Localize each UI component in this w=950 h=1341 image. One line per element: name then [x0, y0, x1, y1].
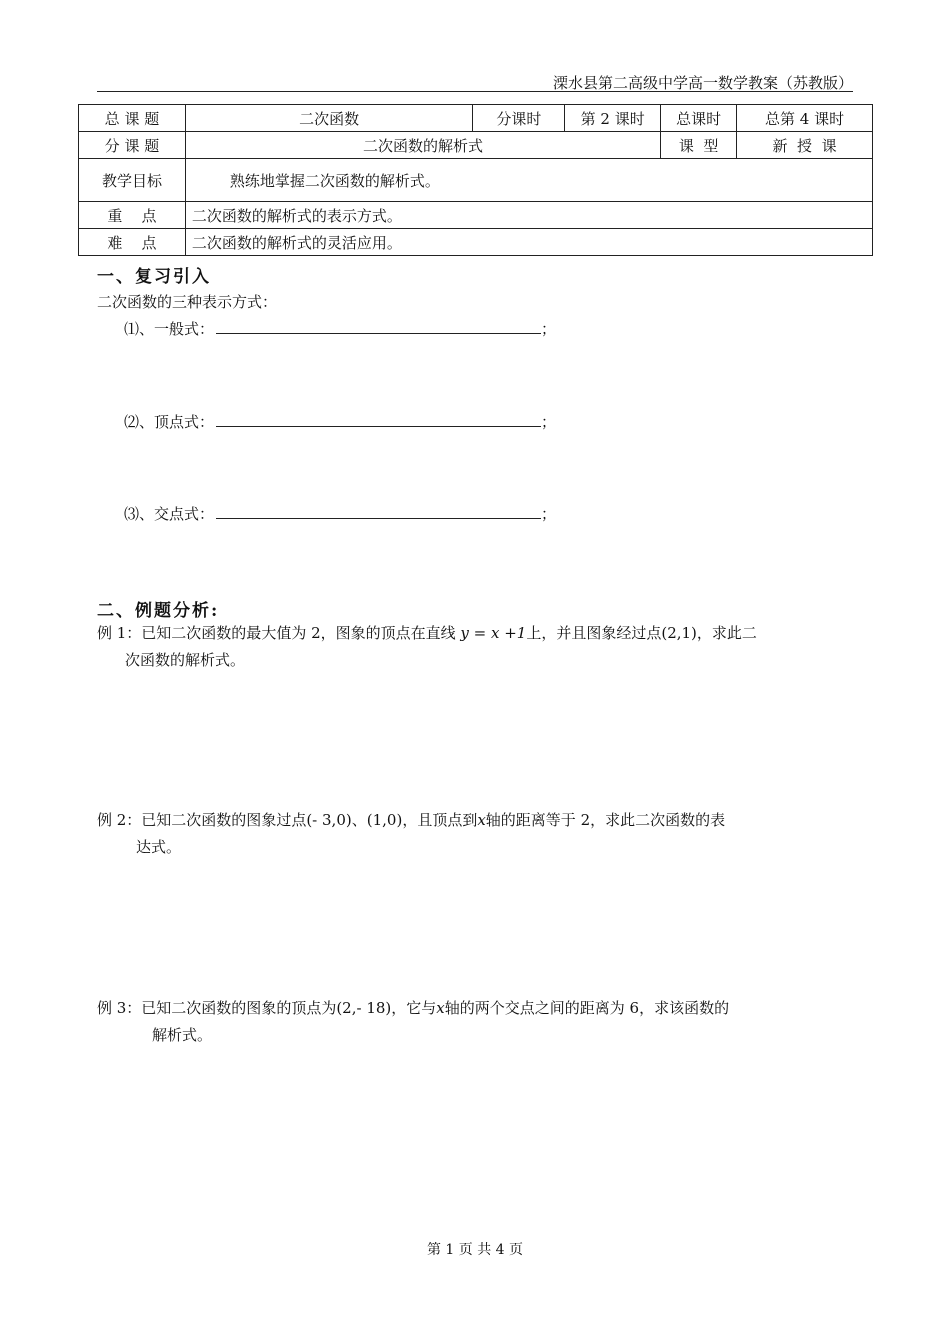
table-row [79, 229, 873, 256]
example-2-text-d: 轴的距离等于 2，求此二次函数的表 [485, 811, 726, 829]
cell-objective-label: 教学目标 [79, 159, 186, 202]
table-row [79, 105, 873, 132]
table-row [79, 159, 873, 202]
cell-difficulty-label: 难 点 [79, 229, 186, 256]
answer-blank [216, 319, 541, 334]
example-2-text-b: 、 [351, 811, 367, 829]
example-2 [97, 809, 867, 830]
example-3-text-b: ，它与 [391, 999, 437, 1017]
lesson-info-table [78, 104, 873, 256]
answer-blank [216, 412, 541, 427]
example-3-continuation: 解析式。 [152, 1026, 213, 1044]
example-2-math-point-2: (1,0) [366, 811, 403, 829]
cell-sub-topic-value: 二次函数的解析式 [185, 132, 660, 159]
example-3-text-a: 例 3：已知二次函数的图象的顶点为 [97, 999, 337, 1017]
form-general-line [124, 318, 556, 339]
example-3-text-c: 轴的两个交点之间的距离为 6，求该函数的 [444, 999, 730, 1017]
cell-keypoint-value: 二次函数的解析式的表示方式。 [185, 202, 872, 229]
cell-lesson-type-label: 课 型 [661, 132, 737, 159]
form-general-label: ⑴、一般式： [124, 320, 215, 338]
cell-sub-lesson-value: 第 2 课时 [565, 105, 661, 132]
example-1-math-point: (2,1) [661, 624, 697, 642]
cell-total-topic-label: 总 课 题 [79, 105, 186, 132]
cell-difficulty-value: 二次函数的解析式的灵活应用。 [185, 229, 872, 256]
example-3 [97, 997, 867, 1018]
section-review-title: 一、复习引入 [97, 267, 211, 287]
page-header-title: 溧水县第二高级中学高一数学教案（苏教版） [552, 74, 853, 92]
example-1-text-c: ，求此二 [696, 624, 757, 642]
example-2-math-axis: x [477, 811, 486, 829]
page-footer: 第 1 页 共 4 页 [426, 1242, 524, 1258]
cell-keypoint-label: 重 点 [79, 202, 186, 229]
answer-blank [216, 504, 541, 519]
example-1-text-a: 例 1：已知二次函数的最大值为 2，图象的顶点在直线 [97, 624, 461, 642]
example-3-math-vertex: (2,- 18) [336, 999, 392, 1017]
header-divider [97, 91, 853, 92]
form-intercept-label: ⑶、交点式： [124, 505, 215, 523]
form-vertex-label: ⑵、顶点式： [124, 413, 215, 431]
form-general-end: ； [541, 320, 557, 338]
example-2-text-c: ，且顶点到 [402, 811, 478, 829]
example-2-text-a: 例 2：已知二次函数的图象过点 [97, 811, 307, 829]
form-vertex-end: ； [541, 413, 557, 431]
form-vertex-line [124, 411, 556, 432]
cell-sub-topic-label: 分 课 题 [79, 132, 186, 159]
cell-lesson-type-value: 新 授 课 [737, 132, 873, 159]
cell-total-lesson-label: 总课时 [661, 105, 737, 132]
example-1-continuation: 次函数的解析式。 [125, 651, 246, 669]
cell-total-topic-value: 二次函数 [185, 105, 472, 132]
example-1-math-line: y = x +1 [460, 624, 527, 642]
cell-total-lesson-value: 总第 4 课时 [737, 105, 873, 132]
example-3-math-axis: x [436, 999, 445, 1017]
example-1 [97, 622, 867, 643]
cell-objective-value: 熟练地掌握二次函数的解析式。 [185, 159, 872, 202]
table-row [79, 202, 873, 229]
table-row [79, 132, 873, 159]
section-examples-title: 二、例题分析: [97, 601, 220, 621]
example-1-text-b: 上，并且图象经过点 [526, 624, 662, 642]
example-2-continuation: 达式。 [136, 838, 182, 856]
section-review-intro: 二次函数的三种表示方式： [97, 293, 278, 311]
form-intercept-end: ； [541, 505, 557, 523]
cell-sub-lesson-label: 分课时 [473, 105, 565, 132]
form-intercept-line [124, 503, 556, 524]
example-2-math-point-1: (- 3,0) [306, 811, 352, 829]
